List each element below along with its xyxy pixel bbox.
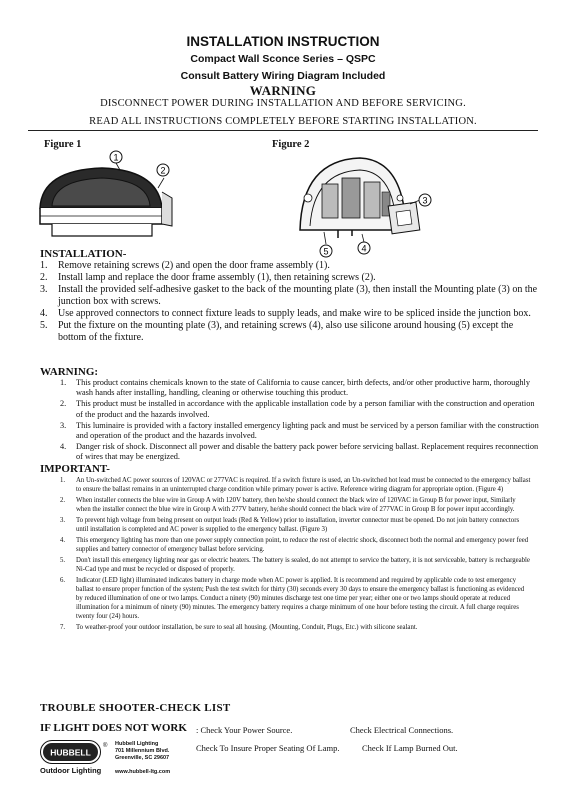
important-heading: IMPORTANT- [40,463,110,475]
warning-item [40,378,540,399]
important-item-text: This emergency lighting has more than one power supply connection point, to reduce the rest of electric shock, disconnect both the normal and emergency power feed supplies and battery connector of emergency ballast before servicing. [76,537,529,553]
check-electrical-connections: Check Electrical Connections. [350,725,454,735]
important-item-number: 1. [60,477,66,484]
installation-steps [40,260,540,343]
svg-text:HUBBELL: HUBBELL [50,747,91,758]
important-item-number: 3. [60,517,66,524]
important-item-text: To prevent high voltage from being present on output leads (Red & Yellow) prior to installation, inverter connector must be opened. Do not join battery connectors until installation is completed and AC power is supplied to the emergency ballast. (Figure 3) [76,517,520,533]
figure-1-label: Figure 1 [44,139,82,150]
troubleshooter-lead: IF LIGHT DOES NOT WORK [40,722,187,734]
company-website[interactable]: www.hubbell-ltg.com [115,769,171,775]
installation-step-text: Use approved connectors to connect fixture leads to supply leads, and make wire to be spliced inside the junction box. [58,307,531,319]
warning-item-number: 3. [60,420,67,430]
logo-caption: Outdoor Lighting [40,766,102,775]
installation-step [40,308,540,320]
installation-step-text: Install the provided self-adhesive gasket to the back of the mounting plate (3), then install the Mounting plate (3) on the junction box with screws. [58,284,538,307]
warning-section [40,366,540,463]
important-item-text: Don't install this emergency lighting near gas or electric heaters. The battery is sealed, do not attempt to service the battery, it is not serviceable, battery is rechargeable Ni-Cad type and must be recycled or disposed of properly. [76,557,530,573]
header-divider [28,130,538,131]
callout-3-text: 3 [422,195,428,206]
callout-5-text: 5 [323,246,329,257]
important-item-text: When installer connects the blue wire in Group A with 120V battery, then he/she should connect the black wire of 120VAC in Group B for power input, Similarly when the installer connect the blue wire in Group A with 277V battery, he/she should connect the black wire of 277VAC in Group B for power input accordingly. [76,497,516,513]
installation-step [40,272,540,284]
installation-step-number: 3. [40,284,48,296]
important-item-number: 2. [60,497,66,504]
installation-step-text: Install lamp and replace the door frame assembly (1), then retaining screws (2). [58,272,376,284]
callout-2-text: 2 [160,165,166,176]
warning-item [40,399,540,420]
warning-line-disconnect: DISCONNECT POWER DURING INSTALLATION AND BEFORE SERVICING. [100,98,466,109]
installation-heading: INSTALLATION- [40,248,127,260]
important-item-number: 6. [60,577,66,584]
svg-text:®: ® [103,743,108,749]
figure-1-fixture-drawing [30,148,200,248]
company-address: Hubbell Lighting 701 Millennium Blvd. Greenville, SC 29607 [115,741,170,761]
important-item [40,477,532,495]
warning-item-text: This luminaire is provided with a factory installed emergency lighting pack and must be serviced by a person familiar with the construction and operation of the product and the hazards involved. [76,420,539,441]
check-lamp-seating: Check To Insure Proper Seating Of Lamp. [196,743,340,753]
installation-step-text: Remove retaining screws (2) and open the door frame assembly (1). [58,260,330,271]
important-item [40,517,532,535]
check-power-source: : Check Your Power Source. [196,725,293,735]
installation-section [40,248,540,344]
important-item [40,624,532,633]
warning-item [40,421,540,442]
installation-step-number: 4. [40,307,48,319]
installation-step [40,260,540,272]
important-item [40,497,532,515]
warning-item [40,442,540,463]
important-item-text: To weather-proof your outdoor installation, be sure to seal all housing. (Mounting, Conduit, Plugs, Etc.) with silicone sealant. [76,623,418,631]
installation-step-number: 1. [40,260,48,271]
warning-items [40,378,540,463]
installation-step [40,320,540,343]
figure-2-label: Figure 2 [272,139,310,150]
wiring-note: Consult Battery Wiring Diagram Included [180,70,386,82]
installation-step-text: Put the fixture on the mounting plate (3), and retaining screws (4), also use silicone around housing (5) except the bottom of the fixture. [58,319,514,343]
document-title: INSTALLATION INSTRUCTION [186,34,380,49]
important-item-text: Indicator (LED light) illuminated indicates battery in charge mode when AC power is applied. It is recommend and required by applicable code to test emergency ballast to ensure proper function of the system; Push the test switch for thirty (30) seconds every 30 days to ensure the emergency ballast is functioning as evidenced by reduced illumination of one or two lamps. Conduct a ninety (90) minutes discharge test one time per year; either one or two lamps should operate at reduced illumination for a minimum of ninety (90) minutes. The emergency battery requires a charge minimum of one hour before testing the circuit. A full charge requires twenty four (24) hours. [76,577,525,620]
installation-step [40,284,540,307]
hubbell-logo [40,740,108,764]
warning-item-text: This product contains chemicals known to the state of California to cause cancer, birth defects, and/or other productive harm, thoroughly wash hands after installing, handling, cleaning or otherwise touching this product. [76,378,531,398]
important-item [40,537,532,555]
warning-list-heading: WARNING: [40,366,99,378]
important-section [40,463,532,635]
callout-1-text: 1 [113,152,119,163]
callout-4-text: 4 [361,243,367,254]
important-item-number: 4. [60,537,66,544]
warning-heading: WARNING [249,83,317,98]
document-subtitle: Compact Wall Sconce Series – QSPC [190,53,376,65]
troubleshooter-title: TROUBLE SHOOTER-CHECK LIST [40,702,231,714]
warning-item-number: 1. [60,378,67,387]
warning-item-number: 4. [60,441,67,451]
important-items [40,477,532,633]
important-item-number: 7. [60,623,66,631]
important-item-text: An Un-switched AC power sources of 120VAC or 277VAC is required. If a switch fixture is used, an Un-switched hot lead must be connected to the emergency ballast to ensure the ballast remains in an uninterrupted charge condition while primary power is active. Reference wiring diagram for appropriate option. (Figure 4) [76,477,531,493]
warning-line-read: READ ALL INSTRUCTIONS COMPLETELY BEFORE STARTING INSTALLATION. [89,116,477,127]
warning-item-text: This product must be installed in accordance with the applicable installation code by a person familiar with the construction and operation of the product and the hazards involved. [76,399,535,419]
important-item [40,577,532,622]
important-item-number: 5. [60,557,66,564]
installation-step-number: 2. [40,272,48,284]
warning-item-number: 2. [60,399,67,409]
check-lamp-burned-out: Check If Lamp Burned Out. [362,743,458,753]
warning-item-text: Danger risk of shock. Disconnect all power and disable the battery pack power before servicing ballast. Replacement requires reconnection of wires that may be energized. [76,441,539,462]
installation-step-number: 5. [40,319,48,331]
important-item [40,557,532,575]
figure-2-housing-drawing [280,150,450,260]
